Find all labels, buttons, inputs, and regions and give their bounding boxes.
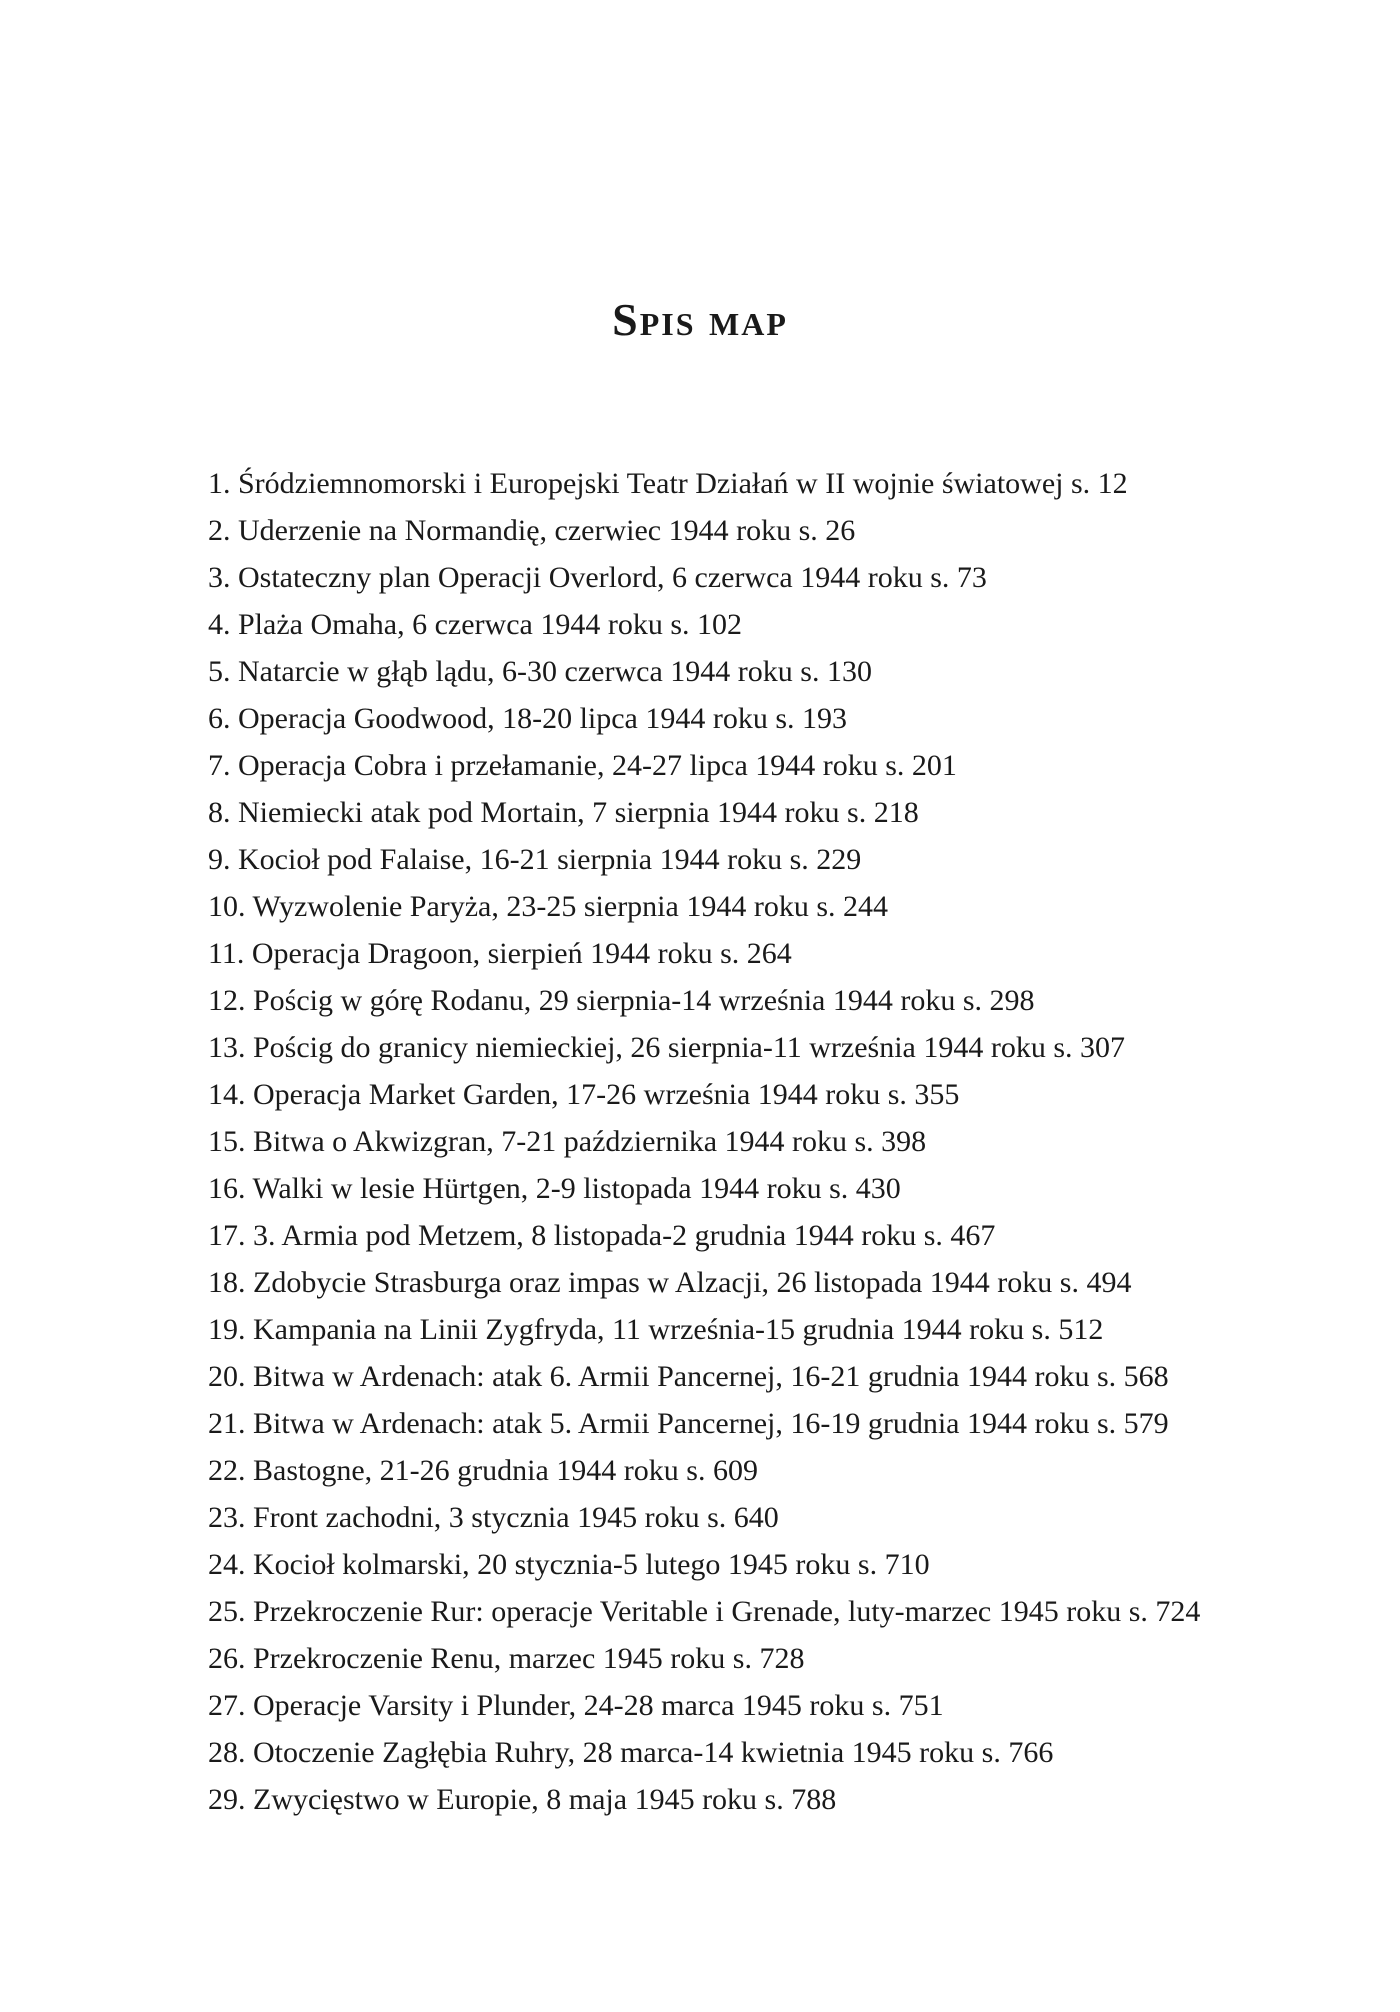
page-title: Spis map	[612, 294, 788, 345]
list-item: 8. Niemiecki atak pod Mortain, 7 sierpnia 1944 roku s. 218	[208, 796, 919, 829]
map-list	[208, 460, 1248, 1823]
list-item: 7. Operacja Cobra i przełamanie, 24-27 lipca 1944 roku s. 201	[208, 749, 957, 782]
list-item: 13. Pościg do granicy niemieckiej, 26 sierpnia-11 września 1944 roku s. 307	[208, 1031, 1126, 1064]
list-item: 18. Zdobycie Strasburga oraz impas w Alzacji, 26 listopada 1944 roku s. 494	[208, 1266, 1132, 1299]
list-item: 4. Plaża Omaha, 6 czerwca 1944 roku s. 102	[208, 608, 742, 641]
list-item: 15. Bitwa o Akwizgran, 7-21 października 1944 roku s. 398	[208, 1125, 927, 1158]
list-item: 27. Operacje Varsity i Plunder, 24-28 marca 1945 roku s. 751	[208, 1689, 944, 1722]
list-item: 17. 3. Armia pod Metzem, 8 listopada-2 grudnia 1944 roku s. 467	[208, 1219, 996, 1252]
list-item: 6. Operacja Goodwood, 18-20 lipca 1944 roku s. 193	[208, 702, 848, 735]
list-item: 3. Ostateczny plan Operacji Overlord, 6 czerwca 1944 roku s. 73	[208, 561, 987, 594]
list-item: 26. Przekroczenie Renu, marzec 1945 roku s. 728	[208, 1642, 805, 1675]
list-item: 19. Kampania na Linii Zygfryda, 11 września-15 grudnia 1944 roku s. 512	[208, 1313, 1104, 1346]
list-item: 25. Przekroczenie Rur: operacje Veritable i Grenade, luty-marzec 1945 roku s. 724	[208, 1595, 1201, 1628]
list-item: 9. Kocioł pod Falaise, 16-21 sierpnia 1944 roku s. 229	[208, 843, 862, 876]
list-item: 23. Front zachodni, 3 stycznia 1945 roku s. 640	[208, 1501, 779, 1534]
list-item: 22. Bastogne, 21-26 grudnia 1944 roku s. 609	[208, 1454, 758, 1487]
list-item: 24. Kocioł kolmarski, 20 stycznia-5 lutego 1945 roku s. 710	[208, 1548, 930, 1581]
list-item: 21. Bitwa w Ardenach: atak 5. Armii Pancernej, 16-19 grudnia 1944 roku s. 579	[208, 1407, 1169, 1440]
list-item: 11. Operacja Dragoon, sierpień 1944 roku s. 264	[208, 937, 792, 970]
list-item: 12. Pościg w górę Rodanu, 29 sierpnia-14 września 1944 roku s. 298	[208, 984, 1035, 1017]
list-item: 14. Operacja Market Garden, 17-26 września 1944 roku s. 355	[208, 1078, 960, 1111]
list-item: 29. Zwycięstwo w Europie, 8 maja 1945 roku s. 788	[208, 1783, 837, 1816]
list-item: 2. Uderzenie na Normandię, czerwiec 1944 roku s. 26	[208, 514, 856, 547]
list-item: 16. Walki w lesie Hürtgen, 2-9 listopada 1944 roku s. 430	[208, 1172, 901, 1205]
list-item: 5. Natarcie w głąb lądu, 6-30 czerwca 1944 roku s. 130	[208, 655, 872, 688]
list-item: 1. Śródziemnomorski i Europejski Teatr Działań w II wojnie światowej s. 12	[208, 467, 1128, 500]
list-item: 10. Wyzwolenie Paryża, 23-25 sierpnia 1944 roku s. 244	[208, 890, 888, 923]
list-item: 28. Otoczenie Zagłębia Ruhry, 28 marca-14 kwietnia 1945 roku s. 766	[208, 1736, 1054, 1769]
list-item: 20. Bitwa w Ardenach: atak 6. Armii Pancernej, 16-21 grudnia 1944 roku s. 568	[208, 1360, 1169, 1393]
